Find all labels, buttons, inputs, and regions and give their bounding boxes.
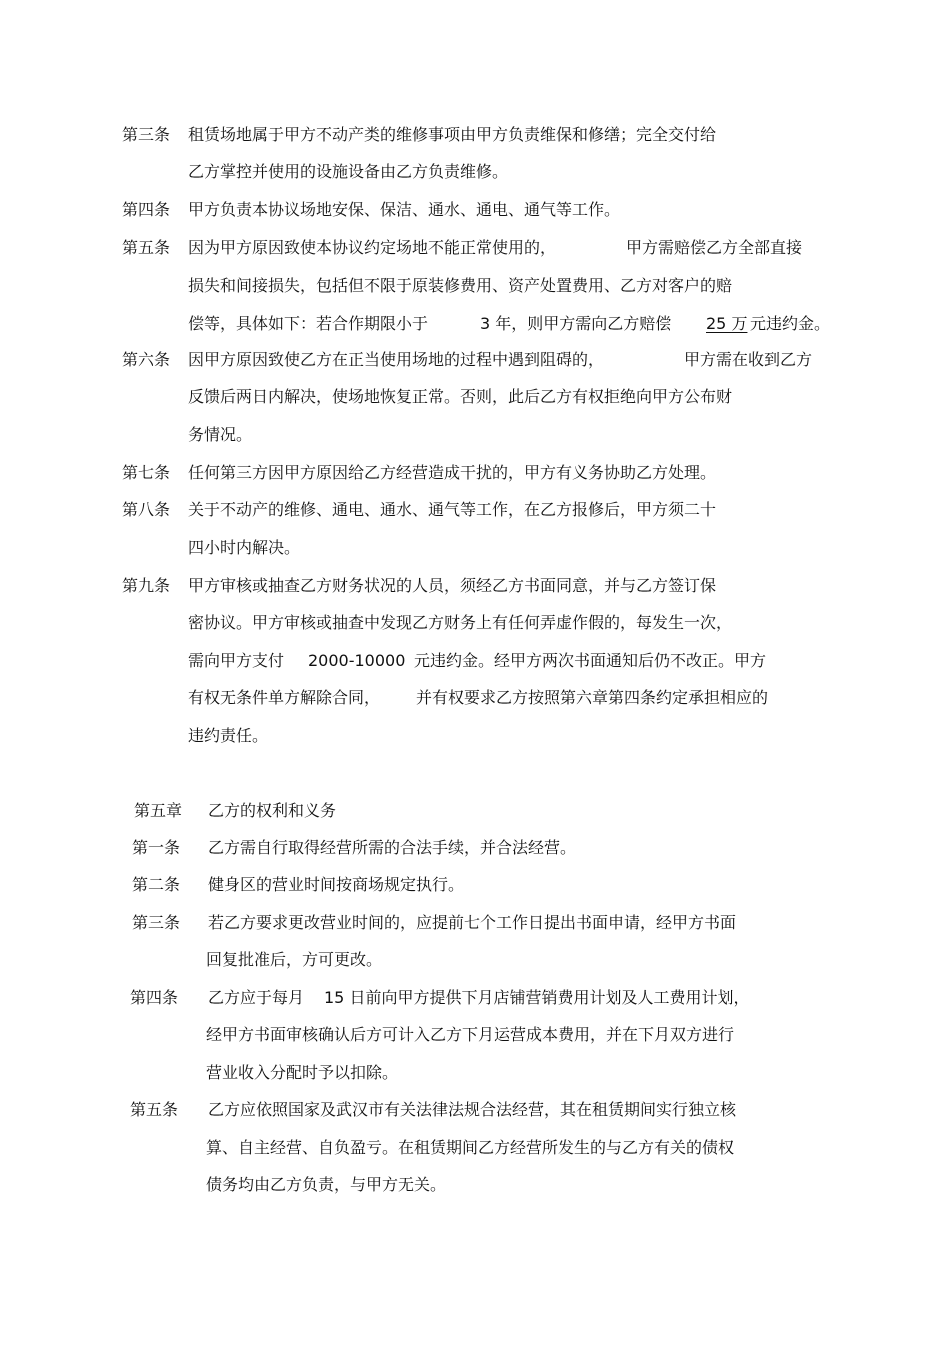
- article-text: 反馈后两日内解决，使场地恢复正常。否则，此后乙方有权拒绝向甲方公布财: [188, 387, 733, 406]
- article-label: 第三条: [132, 913, 181, 932]
- article-text: 元违约金。经甲方两次书面通知后仍不改正。甲方: [414, 651, 767, 670]
- article-label: 第三条: [122, 125, 171, 144]
- article-label: 第七条: [122, 463, 171, 482]
- article-text: 算、自主经营、自负盈亏。在租赁期间乙方经营所发生的与乙方有关的债权: [206, 1138, 735, 1157]
- chapter-title: 乙方的权利和义务: [208, 801, 337, 820]
- article-text: 因甲方原因致使乙方在正当使用场地的过程中遇到阻碍的，: [188, 350, 605, 369]
- article-label: 第四条: [130, 988, 179, 1007]
- article-label: 第五条: [122, 238, 171, 257]
- article-text: 营业收入分配时予以扣除。: [206, 1063, 399, 1082]
- article-text: 债务均由乙方负责，与甲方无关。: [206, 1175, 447, 1194]
- article-text: 甲方负责本协议场地安保、保洁、通水、通电、通气等工作。: [188, 200, 621, 219]
- article-text: 健身区的营业时间按商场规定执行。: [208, 875, 465, 894]
- article-label: 第六条: [122, 350, 171, 369]
- article-text: 关于不动产的维修、通电、通水、通气等工作，在乙方报修后，甲方须二十: [188, 500, 717, 519]
- article-text: 务情况。: [188, 425, 253, 444]
- article-text: 任何第三方因甲方原因给乙方经营造成干扰的，甲方有义务协助乙方处理。: [188, 463, 717, 482]
- article-text: 乙方应依照国家及武汉市有关法律法规合法经营，其在租赁期间实行独立核: [208, 1100, 737, 1119]
- article-text: 甲方需在收到乙方: [684, 350, 813, 369]
- article-text: 偿等，具体如下：若合作期限小于: [188, 314, 429, 333]
- chapter-label: 第五章: [134, 801, 183, 820]
- article-text: 若乙方要求更改营业时间的，应提前七个工作日提出书面申请，经甲方书面: [208, 913, 737, 932]
- article-text: 3 年，则甲方需向乙方赔偿: [480, 314, 672, 333]
- article-text: 2000-10000: [308, 651, 406, 670]
- article-text: 需向甲方支付: [188, 651, 285, 670]
- article-text: 元违约金。: [750, 314, 831, 333]
- article-text: 15 日前向甲方提供下月店铺营销费用计划及人工费用计划，: [324, 988, 750, 1007]
- article-label: 第八条: [122, 500, 171, 519]
- article-text: 损失和间接损失，包括但不限于原装修费用、资产处置费用、乙方对客户的赔: [188, 276, 733, 295]
- article-label: 第九条: [122, 576, 171, 595]
- article-text: 乙方掌控并使用的设施设备由乙方负责维修。: [188, 162, 509, 181]
- article-text: 甲方审核或抽查乙方财务状况的人员，须经乙方书面同意，并与乙方签订保: [188, 576, 717, 595]
- article-text: 密协议。甲方审核或抽查中发现乙方财务上有任何弄虚作假的，每发生一次，: [188, 613, 733, 632]
- article-text: 经甲方书面审核确认后方可计入乙方下月运营成本费用，并在下月双方进行: [206, 1025, 735, 1044]
- article-text: 四小时内解决。: [188, 538, 301, 557]
- article-label: 第一条: [132, 838, 181, 857]
- article-text: 并有权要求乙方按照第六章第四条约定承担相应的: [416, 688, 769, 707]
- article-text: 乙方需自行取得经营所需的合法手续，并合法经营。: [208, 838, 577, 857]
- article-label: 第五条: [130, 1100, 179, 1119]
- article-text: 回复批准后，方可更改。: [206, 950, 383, 969]
- article-text: 因为甲方原因致使本协议约定场地不能正常使用的，: [188, 238, 557, 257]
- article-text: 租赁场地属于甲方不动产类的维修事项由甲方负责维保和修缮；完全交付给: [188, 125, 717, 144]
- article-text: 甲方需赔偿乙方全部直接: [626, 238, 803, 257]
- article-text: 乙方应于每月: [208, 988, 305, 1007]
- article-label: 第二条: [132, 875, 181, 894]
- article-text: 有权无条件单方解除合同，: [188, 688, 381, 707]
- penalty-amount: 25 万: [706, 314, 748, 333]
- article-text: 违约责任。: [188, 726, 269, 745]
- article-label: 第四条: [122, 200, 171, 219]
